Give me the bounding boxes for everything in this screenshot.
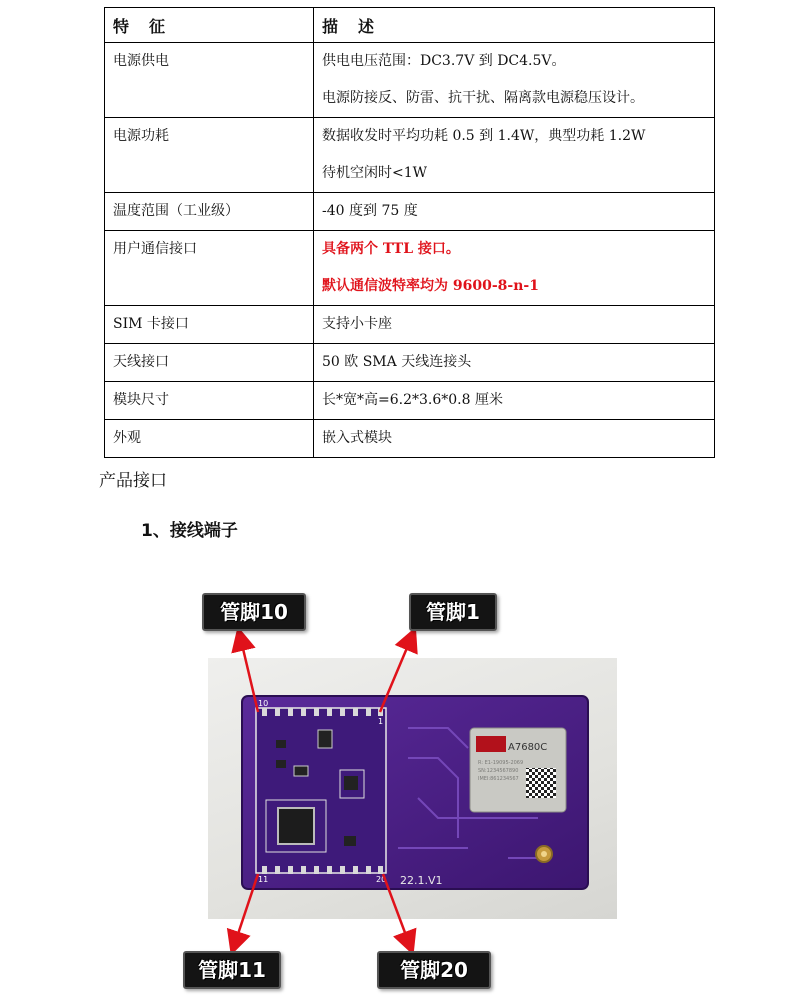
- arrow-pin20: [383, 874, 410, 946]
- module-name: A7680C: [508, 742, 548, 753]
- pin-label-10: 管脚10: [202, 593, 306, 631]
- pin-mark-20: 20: [376, 875, 387, 884]
- arrow-pin1: [380, 636, 412, 712]
- row-feature: 电源供电: [113, 53, 169, 69]
- row-desc-line: 50 欧 SMA 天线连接头: [322, 354, 472, 370]
- section-title: 产品接口: [99, 471, 167, 491]
- row-feature: 用户通信接口: [113, 241, 197, 257]
- row-desc-line: 长*宽*高=6.2*3.6*0.8 厘米: [322, 392, 503, 408]
- row-desc-line: 电源防接反、防雷、抗干扰、隔离款电源稳压设计。: [322, 90, 644, 106]
- pin-mark-11: 11: [258, 875, 269, 884]
- row-feature: SIM 卡接口: [113, 316, 189, 332]
- pin-label-11: 管脚11: [183, 951, 281, 989]
- svg-text:IMEI:861234567: IMEI:861234567: [478, 776, 519, 782]
- row-desc-line: 供电电压范围：DC3.7V 到 DC4.5V。: [322, 53, 566, 69]
- row-desc-line: 嵌入式模块: [322, 430, 392, 446]
- header-description: 描 述: [314, 8, 715, 43]
- pin-mark-1: 1: [378, 717, 384, 726]
- row-desc-line-highlight: 具备两个 TTL 接口。: [322, 241, 460, 257]
- svg-text:SN:1234567890: SN:1234567890: [478, 768, 519, 774]
- row-desc-line: -40 度到 75 度: [322, 203, 418, 219]
- sub-title: 1、接线端子: [141, 521, 238, 541]
- row-desc-line: 数据收发时平均功耗 0.5 到 1.4W，典型功耗 1.2W: [322, 128, 646, 144]
- row-desc-line-highlight: 默认通信波特率均为 9600-8-n-1: [322, 278, 539, 294]
- pin-label-20: 管脚20: [377, 951, 491, 989]
- row-desc-line: 待机空闲时<1W: [322, 165, 428, 181]
- svg-text:R: E1-19095-2069: R: E1-19095-2069: [478, 760, 524, 766]
- row-feature: 天线接口: [113, 354, 169, 370]
- pin-mark-10: 10: [258, 699, 269, 708]
- arrow-pin11: [234, 874, 258, 946]
- row-feature: 电源功耗: [113, 128, 169, 144]
- row-desc-line: 支持小卡座: [322, 316, 392, 332]
- row-feature: 温度范围（工业级）: [113, 203, 239, 219]
- row-feature: 外观: [113, 430, 141, 446]
- pin-label-1: 管脚1: [409, 593, 497, 631]
- arrow-pin10: [240, 636, 258, 712]
- board-version: 22.1.V1: [400, 874, 443, 887]
- header-feature: 特 征: [105, 8, 314, 43]
- row-feature: 模块尺寸: [113, 392, 169, 408]
